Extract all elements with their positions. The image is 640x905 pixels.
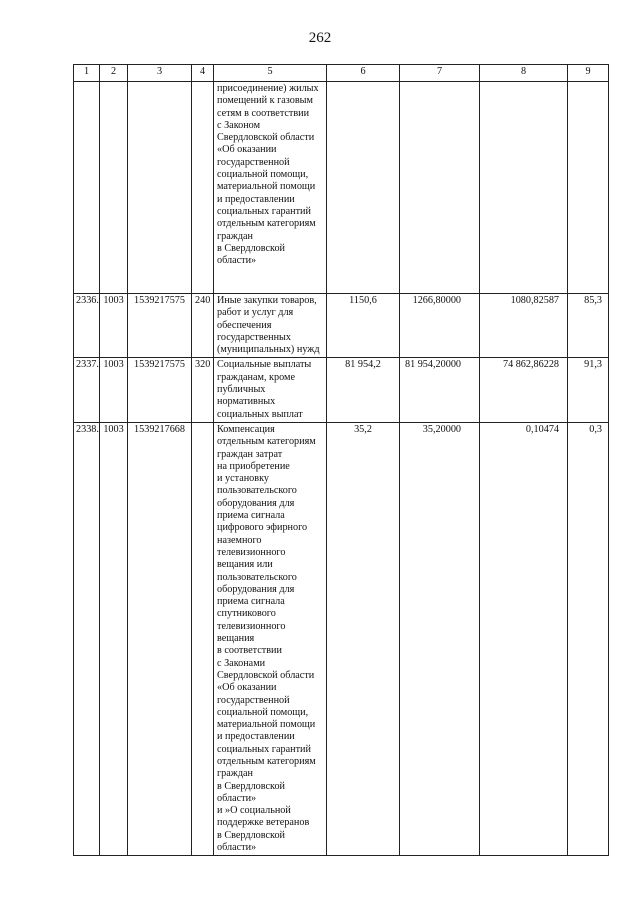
value-col8	[480, 82, 568, 294]
target-code: 1539217575	[128, 358, 192, 422]
budget-table	[73, 64, 609, 856]
value-col8: 1080,82587	[480, 294, 568, 358]
row-number: 2338.	[74, 422, 100, 855]
header-row	[74, 65, 609, 82]
section-code	[100, 82, 128, 294]
value-col9	[568, 82, 609, 294]
value-col8: 0,10474	[480, 422, 568, 855]
row-number: 2337.	[74, 358, 100, 422]
table-row	[74, 294, 609, 358]
section-code: 1003	[100, 358, 128, 422]
page-number: 262	[308, 30, 332, 46]
col-header-9: 9	[568, 65, 609, 82]
value-col9: 91,3	[568, 358, 609, 422]
target-code: 1539217575	[128, 294, 192, 358]
section-code: 1003	[100, 422, 128, 855]
col-header-8: 8	[480, 65, 568, 82]
row-number	[74, 82, 100, 294]
section-code: 1003	[100, 294, 128, 358]
table-row	[74, 358, 609, 422]
table-row	[74, 422, 609, 855]
value-col6: 81 954,2	[327, 358, 400, 422]
expense-type: 240	[192, 294, 214, 358]
col-header-2: 2	[100, 65, 128, 82]
value-col7	[400, 82, 480, 294]
item-name: Компенсация отдельным категориям граждан затрат на приобретение и установку пользовательского оборудования для приема сигнала цифрового эфирного наземного телевизионного вещания или пользовательского оборудования для приема сигнала спутникового телевизионного вещания в соответствии с Законами Свердловской области «Об оказании государственной социальной помощи, материальной помощи и предоставлении социальных гарантий отдельным категориям граждан в Свердловской области» и »О социальной поддержке ветеранов в Свердловской области»	[214, 422, 327, 855]
expense-type: 320	[192, 358, 214, 422]
item-name: Социальные выплаты гражданам, кроме публичных нормативных социальных выплат	[214, 358, 327, 422]
row-number: 2336.	[74, 294, 100, 358]
target-code	[128, 82, 192, 294]
item-name: Иные закупки товаров, работ и услуг для обеспечения государственных (муниципальных) нужд	[214, 294, 327, 358]
col-header-4: 4	[192, 65, 214, 82]
item-name: присоединение) жилых помещений к газовым сетям в соответствии с Законом Свердловской области «Об оказании государственной социальной помощи, материальной помощи и предоставлении социальных гарантий отдельным категориям граждан в Свердловской области»	[214, 82, 327, 294]
value-col9: 0,3	[568, 422, 609, 855]
col-header-1: 1	[74, 65, 100, 82]
col-header-5: 5	[214, 65, 327, 82]
expense-type	[192, 82, 214, 294]
table-header	[74, 65, 609, 82]
table-row	[74, 82, 609, 294]
value-col8: 74 862,86228	[480, 358, 568, 422]
col-header-3: 3	[128, 65, 192, 82]
col-header-7: 7	[400, 65, 480, 82]
value-col6	[327, 82, 400, 294]
value-col6: 35,2	[327, 422, 400, 855]
value-col6: 1150,6	[327, 294, 400, 358]
value-col9: 85,3	[568, 294, 609, 358]
expense-type	[192, 422, 214, 855]
value-col7: 81 954,20000	[400, 358, 480, 422]
col-header-6: 6	[327, 65, 400, 82]
value-col7: 1266,80000	[400, 294, 480, 358]
target-code: 1539217668	[128, 422, 192, 855]
value-col7: 35,20000	[400, 422, 480, 855]
